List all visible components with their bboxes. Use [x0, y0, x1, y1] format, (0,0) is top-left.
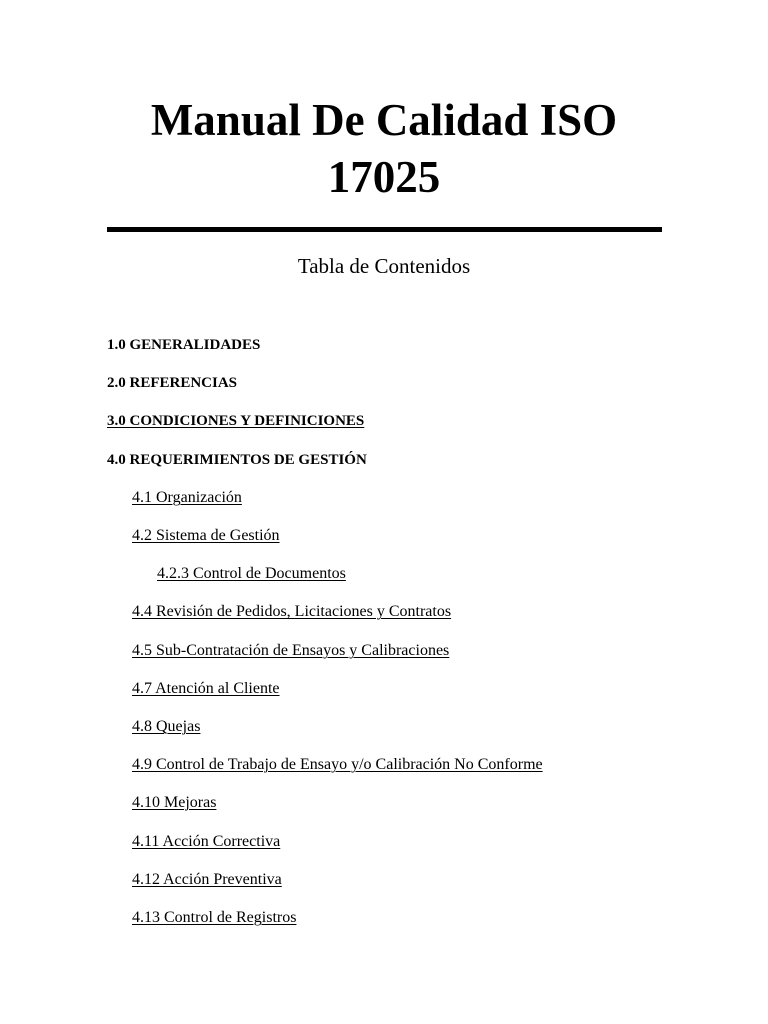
- toc-item-label: 4.7 Atención al Cliente: [132, 680, 280, 697]
- toc-item[interactable]: [107, 754, 543, 776]
- toc-heading: Tabla de Contenidos: [297, 254, 471, 278]
- toc-item[interactable]: [107, 716, 200, 738]
- toc-item-indent: [107, 601, 132, 623]
- toc-item-label: 4.8 Quejas: [132, 718, 201, 735]
- toc-item[interactable]: [107, 410, 364, 432]
- toc-item[interactable]: [107, 563, 346, 585]
- toc-item-label: 4.4 Revisión de Pedidos, Licitaciones y Contratos: [132, 603, 452, 620]
- document-title-line-2: 17025: [327, 152, 441, 202]
- toc-item-indent: [107, 563, 157, 585]
- toc-item[interactable]: [107, 831, 280, 853]
- toc-item-label: 4.11 Acción Correctiva: [132, 833, 281, 850]
- toc-item[interactable]: [107, 372, 237, 394]
- toc-item[interactable]: [107, 525, 280, 547]
- toc-item[interactable]: [107, 449, 367, 471]
- toc-item[interactable]: [107, 601, 451, 623]
- toc-item-indent: [107, 907, 132, 929]
- toc-item[interactable]: [107, 640, 449, 662]
- toc-item-label: 2.0 REFERENCIAS: [107, 375, 238, 391]
- toc-item[interactable]: [107, 334, 260, 356]
- toc-item-label: 4.10 Mejoras: [132, 794, 217, 811]
- toc-item-indent: [107, 831, 132, 853]
- toc-item[interactable]: [107, 869, 282, 891]
- toc-item-label: 4.9 Control de Trabajo de Ensayo y/o Calibración No Conforme: [132, 756, 543, 773]
- toc-item-label: 4.12 Acción Preventiva: [132, 871, 282, 888]
- document-title-line-1: Manual De Calidad ISO: [150, 95, 618, 145]
- toc-item-indent: [107, 678, 132, 700]
- toc-item-indent: [107, 640, 132, 662]
- title-divider: [107, 227, 662, 232]
- toc-item-label: 1.0 GENERALIDADES: [107, 337, 261, 353]
- toc-item-label: 4.2 Sistema de Gestión: [132, 527, 280, 544]
- toc-item-label: 4.1 Organización: [132, 489, 242, 506]
- toc-item-label: 4.2.3 Control de Documentos: [157, 565, 346, 582]
- toc-item-indent: [107, 792, 132, 814]
- toc-item-label: 4.0 REQUERIMIENTOS DE GESTIÓN: [107, 452, 367, 468]
- toc-item-indent: [107, 754, 132, 776]
- document-title: [0, 92, 768, 206]
- toc-item[interactable]: [107, 792, 216, 814]
- toc-item[interactable]: [107, 487, 242, 509]
- toc-item[interactable]: [107, 678, 280, 700]
- toc-item[interactable]: [107, 907, 296, 929]
- toc-item-indent: [107, 525, 132, 547]
- toc-item-label: 4.13 Control de Registros: [132, 909, 297, 926]
- toc-item-label: 3.0 CONDICIONES Y DEFINICIONES: [107, 413, 365, 429]
- toc-item-label: 4.5 Sub-Contratación de Ensayos y Calibraciones: [132, 642, 450, 659]
- toc-item-indent: [107, 487, 132, 509]
- toc-item-indent: [107, 869, 132, 891]
- toc-item-indent: [107, 716, 132, 738]
